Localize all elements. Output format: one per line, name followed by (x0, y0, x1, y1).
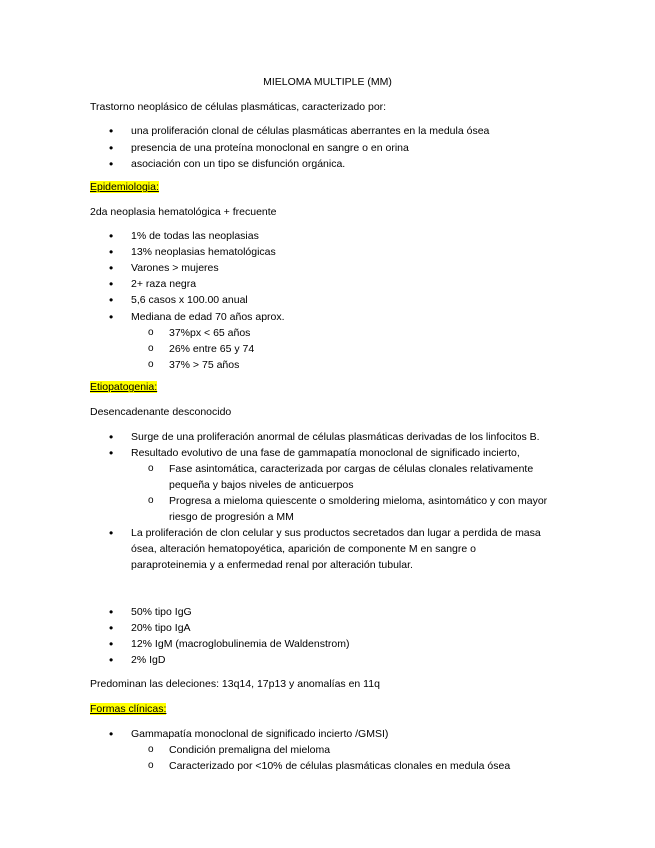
formas-subitem-1: o Condición premaligna del mieloma (169, 742, 330, 758)
etio-item-2: • Resultado evolutivo de una fase de gammapatía monoclonal de significado incierto, (131, 445, 520, 461)
epi-item-4: • 2+ raza negra (131, 276, 196, 292)
etio-item-3-cont-2: paraproteinemia y a enfermedad renal por alteración tubular. (131, 559, 413, 571)
epi-item-5: • 5,6 casos x 100.00 anual (131, 292, 248, 308)
type-item-3: • 12% IgM (macroglobulinemia de Waldenstrom) (131, 636, 349, 652)
intro-item-3: • asociación con un tipo se disfunción orgánica. (131, 156, 345, 172)
etio-subitem-1: o Fase asintomática, caracterizada por cargas de células clonales relativamente (169, 461, 533, 477)
intro-text: Trastorno neoplásico de células plasmáticas, caracterizado por: (90, 101, 387, 113)
epi-item-2: • 13% neoplasias hematológicas (131, 244, 276, 260)
document-title: MIELOMA MULTIPLE (MM) (263, 76, 392, 88)
epidemiologia-heading: Epidemiologia: (90, 181, 159, 193)
etio-item-1: • Surge de una proliferación anormal de células plasmáticas derivadas de los linfocitos B. (131, 429, 540, 445)
etiopatogenia-lead: Desencadenante desconocido (90, 406, 232, 418)
formas-subitem-2: o Caracterizado por <10% de células plasmáticas clonales en medula ósea (169, 758, 510, 774)
etio-subitem-2-cont: riesgo de progresión a MM (169, 511, 294, 523)
epi-subitem-1: o 37%px < 65 años (169, 325, 250, 341)
epi-item-1: • 1% de todas las neoplasias (131, 228, 259, 244)
epi-item-6: • Mediana de edad 70 años aprox. (131, 309, 285, 325)
epi-subitem-3: o 37% > 75 años (169, 357, 239, 373)
type-item-4: • 2% IgD (131, 652, 165, 668)
etio-subitem-2: o Progresa a mieloma quiescente o smoldering mieloma, asintomático y con mayor (169, 493, 547, 509)
etio-item-3: • La proliferación de clon celular y sus productos secretados dan lugar a perdida de masa (131, 525, 541, 541)
etio-item-3-cont-1: ósea, alteración hematopoyética, aparición de componente M en sangre o (131, 543, 476, 555)
etiopatogenia-heading: Etiopatogenia: (90, 381, 158, 393)
type-item-1: • 50% tipo IgG (131, 604, 192, 620)
deletions-text: Predominan las deleciones: 13q14, 17p13 y anomalías en 11q (90, 678, 380, 690)
type-item-2: • 20% tipo IgA (131, 620, 191, 636)
intro-item-2: • presencia de una proteína monoclonal en sangre o en orina (131, 140, 409, 156)
formas-heading: Formas clínicas: (90, 703, 167, 715)
intro-item-1: • una proliferación clonal de células plasmáticas aberrantes en la medula ósea (131, 123, 489, 139)
etio-subitem-1-cont: pequeña y bajos niveles de anticuerpos (169, 479, 354, 491)
formas-item-1: • Gammapatía monoclonal de significado incierto /GMSI) (131, 726, 388, 742)
epidemiologia-lead: 2da neoplasia hematológica + frecuente (90, 206, 277, 218)
epi-item-3: • Varones > mujeres (131, 260, 219, 276)
epi-subitem-2: o 26% entre 65 y 74 (169, 341, 254, 357)
